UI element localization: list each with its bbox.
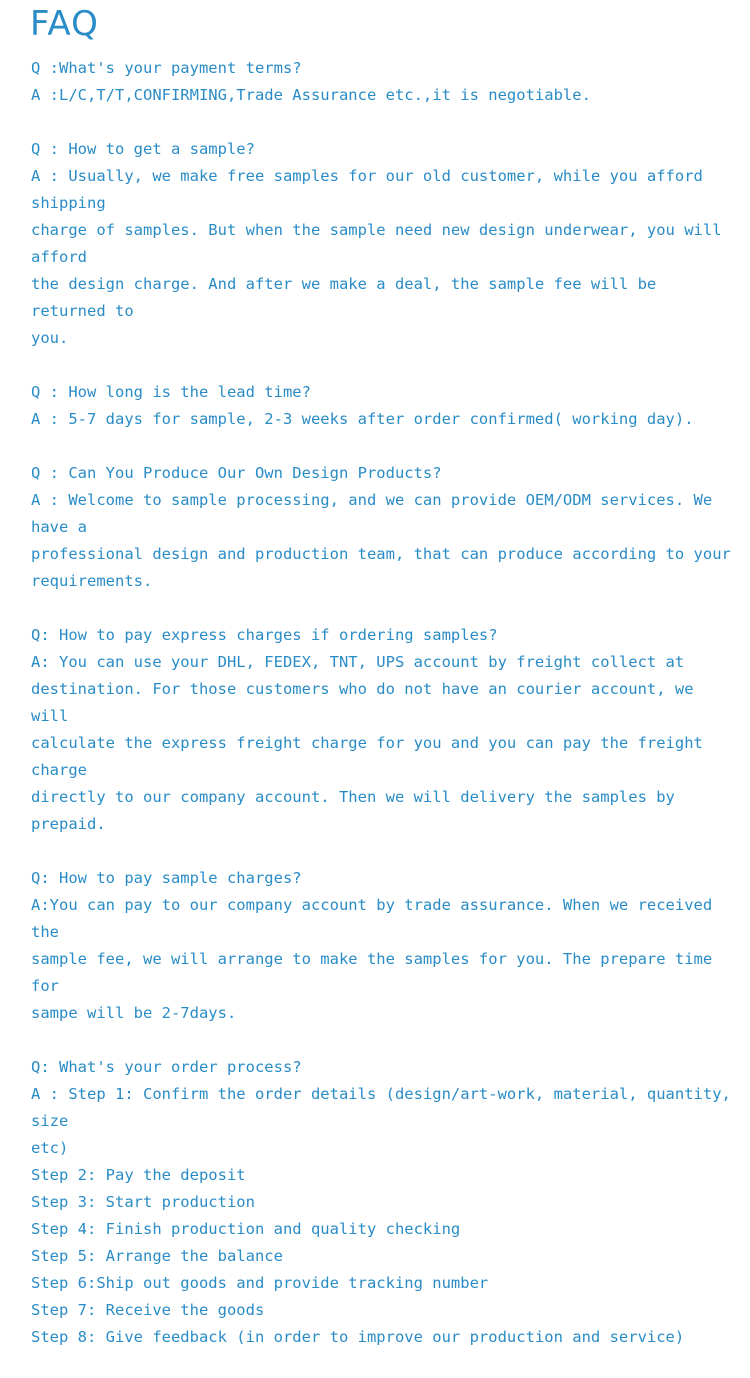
faq-answer-continued: etc) bbox=[31, 1139, 69, 1157]
faq-question: Q : How long is the lead time? bbox=[31, 383, 311, 401]
faq-answer-continued: professional design and production team, that can produce according to your bbox=[31, 545, 731, 563]
faq-question: Q :What's your payment terms? bbox=[31, 59, 302, 77]
faq-answer-continued: sampe will be 2-7days. bbox=[31, 1004, 237, 1022]
page-title: FAQ bbox=[30, 4, 99, 44]
faq-answer: A:You can pay to our company account by trade assurance. When we received the bbox=[31, 896, 722, 941]
faq-item-lead-time bbox=[31, 379, 731, 433]
faq-answer: A : 5-7 days for sample, 2-3 weeks after order confirmed( working day). bbox=[31, 410, 694, 428]
faq-item-own-design bbox=[31, 460, 731, 595]
order-step: Step 4: Finish production and quality checking bbox=[31, 1220, 461, 1238]
faq-answer-continued: directly to our company account. Then we will delivery the samples by prepaid. bbox=[31, 788, 685, 833]
faq-question: Q: How to pay express charges if ordering samples? bbox=[31, 626, 498, 644]
faq-answer-continued: calculate the express freight charge for you and you can pay the freight charge bbox=[31, 734, 713, 779]
order-step: Step 3: Start production bbox=[31, 1193, 255, 1211]
order-step: Step 8: Give feedback (in order to improve our production and service) bbox=[31, 1328, 685, 1346]
faq-item-sample-charges bbox=[31, 865, 731, 1027]
faq-answer: A : Step 1: Confirm the order details (design/art-work, material, quantity, size bbox=[31, 1085, 741, 1130]
faq-answer: A : Usually, we make free samples for our old customer, while you afford shipping bbox=[31, 167, 713, 212]
faq-answer-continued: requirements. bbox=[31, 572, 153, 590]
faq-item-payment-terms bbox=[31, 55, 731, 109]
faq-item-express-charges bbox=[31, 622, 731, 838]
faq-answer-continued: sample fee, we will arrange to make the samples for you. The prepare time for bbox=[31, 950, 722, 995]
faq-question: Q : How to get a sample? bbox=[31, 140, 255, 158]
order-step: Step 7: Receive the goods bbox=[31, 1301, 265, 1319]
faq-answer-continued: charge of samples. But when the sample need new design underwear, you will afford bbox=[31, 221, 731, 266]
order-step: Step 2: Pay the deposit bbox=[31, 1166, 246, 1184]
faq-item-sample bbox=[31, 136, 731, 352]
order-step: Step 6:Ship out goods and provide tracking number bbox=[31, 1274, 489, 1292]
faq-question: Q: What's your order process? bbox=[31, 1058, 302, 1076]
faq-item-order-process bbox=[31, 1054, 741, 1351]
faq-question: Q: How to pay sample charges? bbox=[31, 869, 302, 887]
faq-answer-continued: the design charge. And after we make a deal, the sample fee will be returned to bbox=[31, 275, 666, 320]
faq-question: Q : Can You Produce Our Own Design Products? bbox=[31, 464, 442, 482]
order-step: Step 5: Arrange the balance bbox=[31, 1247, 283, 1265]
faq-answer: A: You can use your DHL, FEDEX, TNT, UPS account by freight collect at bbox=[31, 653, 685, 671]
faq-list bbox=[31, 55, 741, 1378]
faq-answer: A :L/C,T/T,CONFIRMING,Trade Assurance etc.,it is negotiable. bbox=[31, 86, 591, 104]
faq-answer: A : Welcome to sample processing, and we can provide OEM/ODM services. We have a bbox=[31, 491, 722, 536]
faq-answer-continued: destination. For those customers who do not have an courier account, we will bbox=[31, 680, 703, 725]
faq-answer-continued: you. bbox=[31, 329, 69, 347]
